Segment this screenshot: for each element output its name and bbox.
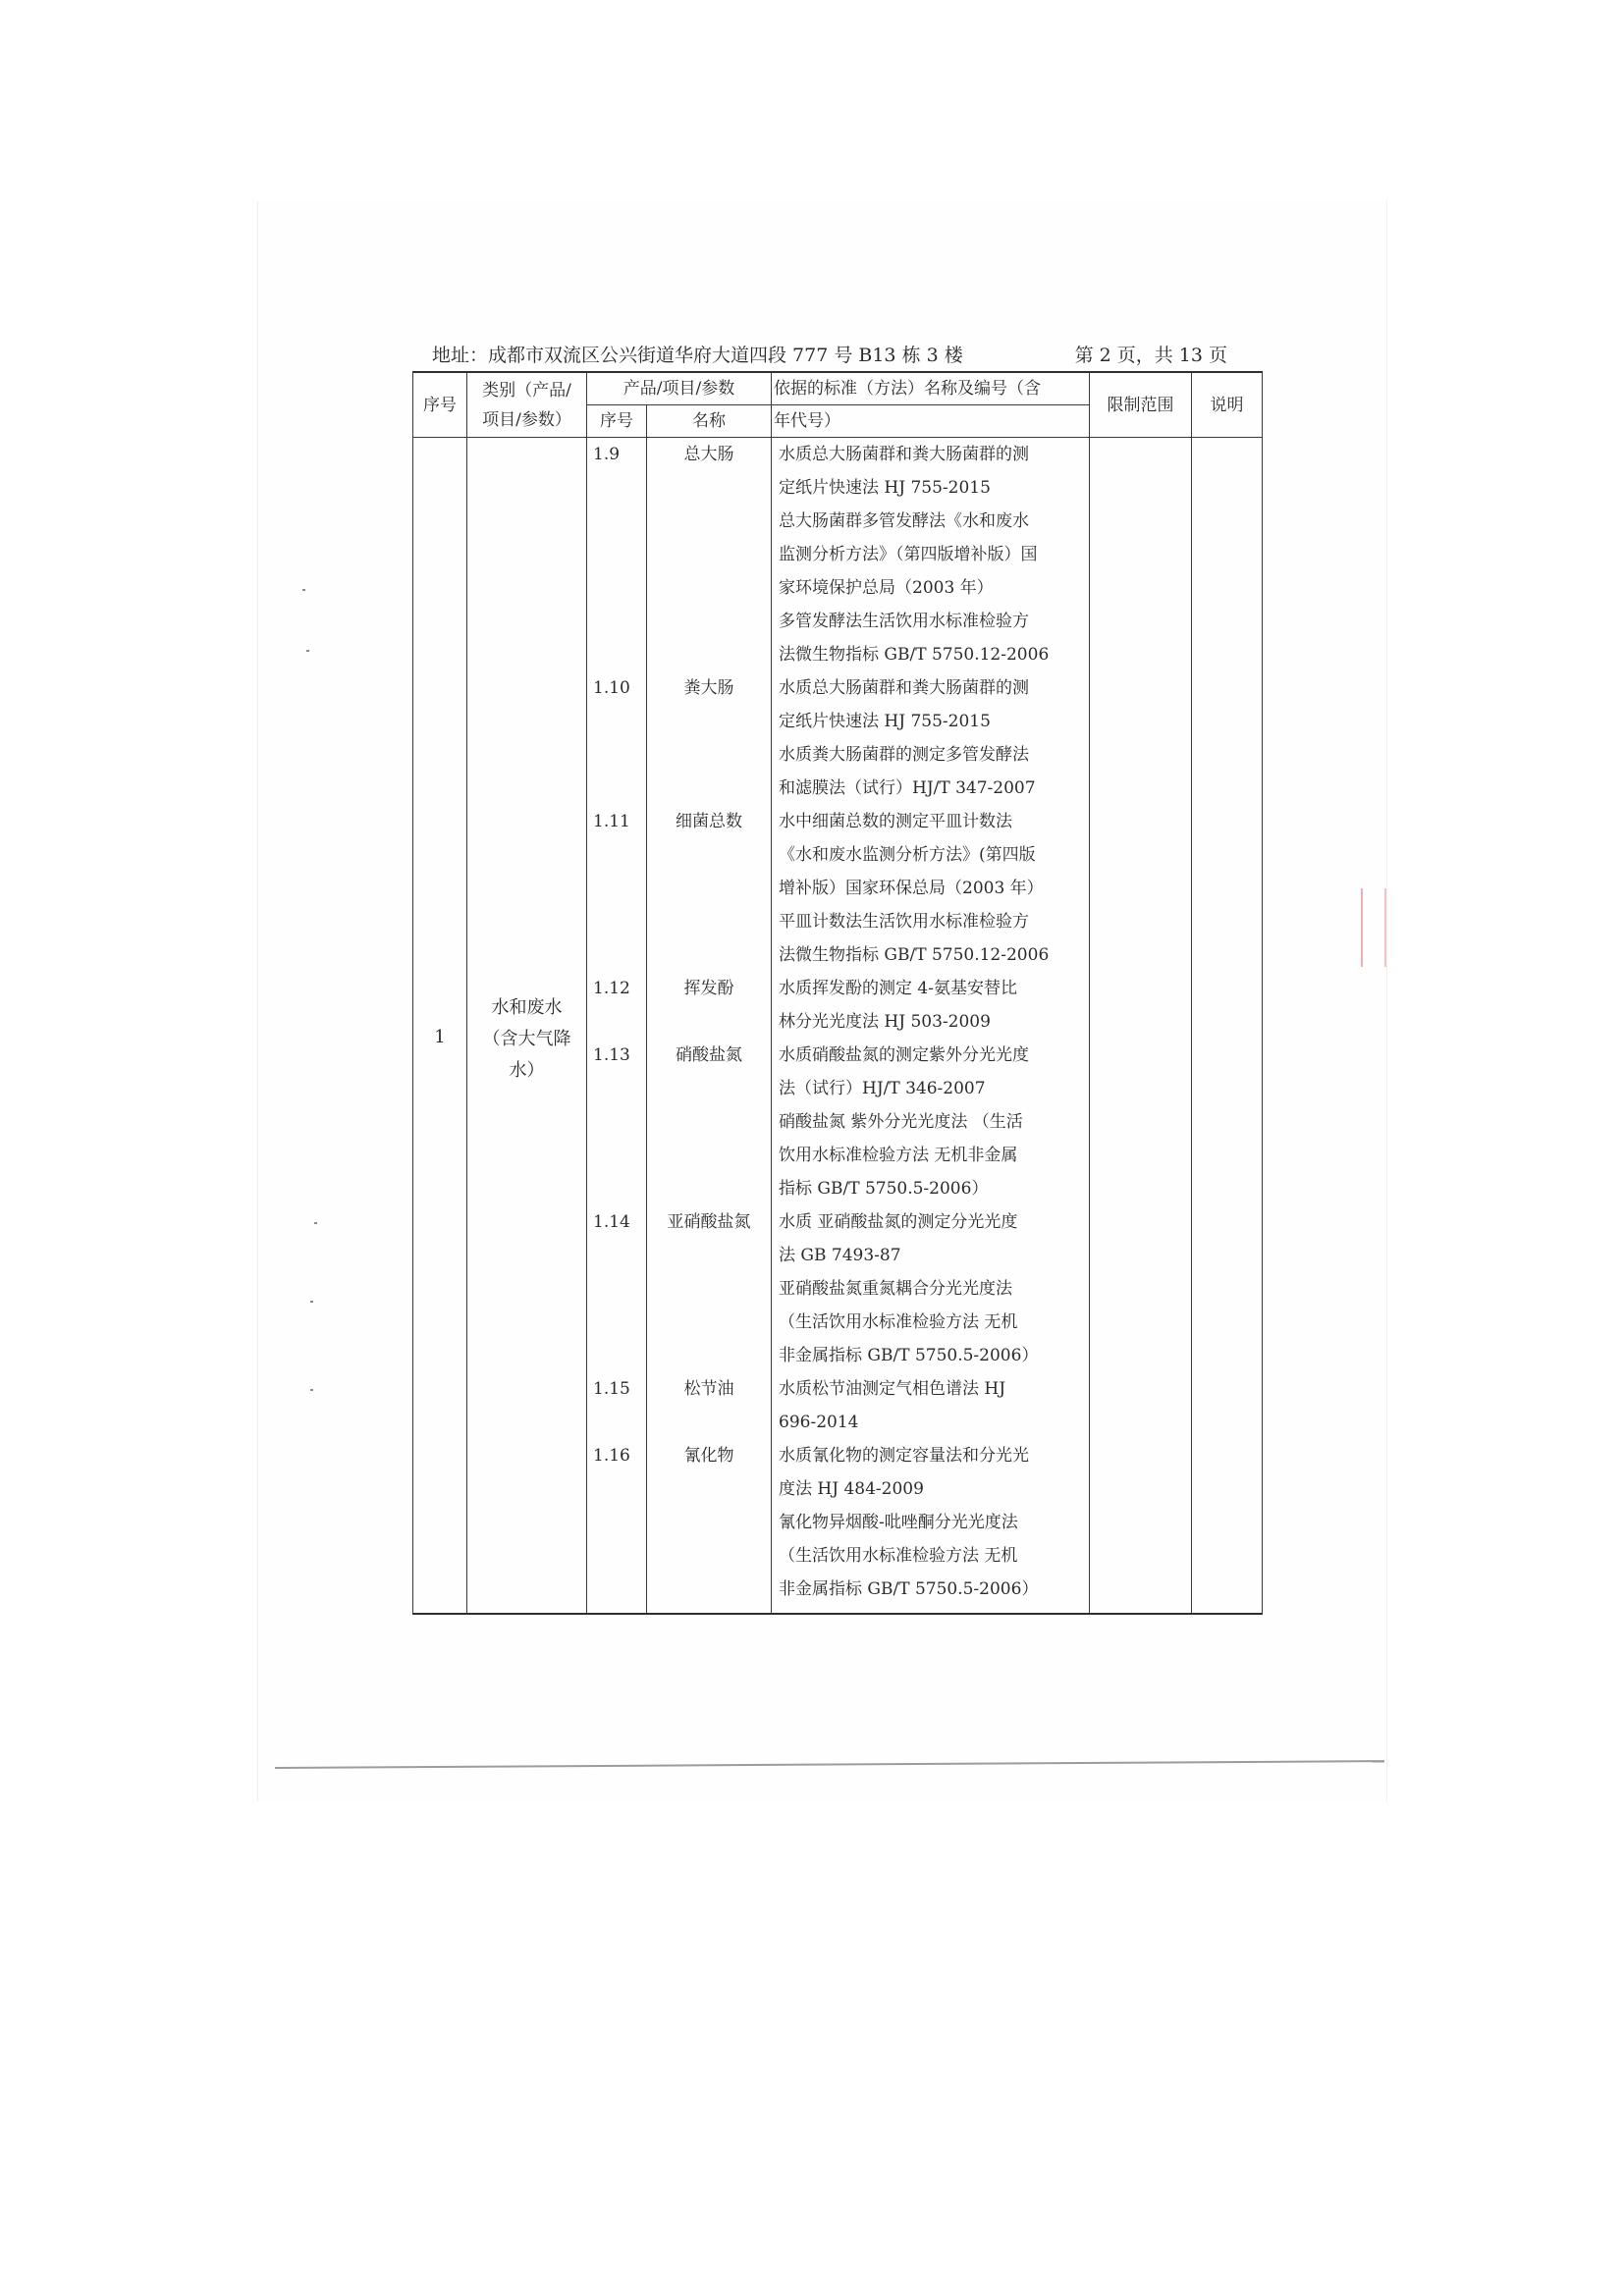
item-number: 1.12 xyxy=(593,979,630,998)
standard-line: 法 GB 7493-87 xyxy=(779,1246,901,1265)
standard-line: 定纸片快速法 HJ 755-2015 xyxy=(779,712,991,731)
standard-line: 度法 HJ 484-2009 xyxy=(779,1479,924,1499)
table-header-row xyxy=(413,372,1263,405)
standard-line: 硝酸盐氮 紫外分光光度法 （生活 xyxy=(779,1112,1023,1132)
standard-line: 家环境保护总局（2003 年） xyxy=(779,578,994,598)
standard-line: 指标 GB/T 5750.5-2006） xyxy=(779,1179,989,1199)
standard-line: 水质粪大肠菌群的测定多管发酵法 xyxy=(779,745,1029,765)
col-header-sub-seq: 序号 xyxy=(587,405,647,438)
standard-line: 定纸片快速法 HJ 755-2015 xyxy=(779,478,991,498)
item-number: 1.10 xyxy=(593,678,630,698)
standard-line: 水质总大肠菌群和粪大肠菌群的测 xyxy=(779,445,1029,464)
item-name: 总大肠 xyxy=(683,445,734,464)
cell-standards xyxy=(772,438,1090,1615)
scan-speck xyxy=(306,650,309,652)
standard-line: 法微生物指标 GB/T 5750.12-2006 xyxy=(779,945,1050,965)
standard-line: 监测分析方法》（第四版增补版）国 xyxy=(779,545,1038,564)
item-number: 1.16 xyxy=(593,1446,630,1466)
col-header-note: 说明 xyxy=(1192,372,1263,438)
standard-line: 多管发酵法生活饮用水标准检验方 xyxy=(779,612,1029,631)
col-header-name: 名称 xyxy=(647,405,772,438)
cell-item-names xyxy=(647,438,772,1615)
standard-line: 水中细菌总数的测定平皿计数法 xyxy=(779,812,1012,831)
item-number: 1.15 xyxy=(593,1379,630,1399)
scan-speck xyxy=(310,1301,313,1303)
item-name: 亚硝酸盐氮 xyxy=(667,1212,751,1232)
category-line: 水） xyxy=(509,1060,545,1081)
col-header-category xyxy=(467,372,587,438)
standard-line: 林分光光度法 HJ 503-2009 xyxy=(779,1012,991,1032)
standard-line: （生活饮用水标准检验方法 无机 xyxy=(779,1546,1018,1566)
seal-stamp-edge xyxy=(1361,888,1386,967)
standard-line: 总大肠菌群多管发酵法《水和废水 xyxy=(779,511,1029,531)
cell-category xyxy=(467,438,587,1615)
item-name: 松节油 xyxy=(683,1379,734,1399)
standard-line: 亚硝酸盐氮重氮耦合分光光度法 xyxy=(779,1279,1012,1299)
item-name: 挥发酚 xyxy=(683,979,734,998)
standard-line: 非金属指标 GB/T 5750.5-2006） xyxy=(779,1346,1039,1365)
item-name: 细菌总数 xyxy=(676,812,742,831)
standard-line: 水质硝酸盐氮的测定紫外分光光度 xyxy=(779,1045,1029,1065)
standard-line: 水质松节油测定气相色谱法 HJ xyxy=(779,1379,1006,1399)
row-category xyxy=(467,992,586,1087)
table-row xyxy=(413,438,1263,1615)
standard-line: 饮用水标准检验方法 无机非金属 xyxy=(779,1146,1018,1165)
item-number: 1.13 xyxy=(593,1045,630,1065)
col-header-seq: 序号 xyxy=(413,372,467,438)
standard-line: 和滤膜法（试行）HJ/T 347-2007 xyxy=(779,778,1036,798)
cell-note xyxy=(1192,438,1263,1615)
standard-line: 水质氰化物的测定容量法和分光光 xyxy=(779,1446,1029,1466)
standard-line: 增补版）国家环保总局（2003 年） xyxy=(779,879,1044,898)
scan-speck xyxy=(310,1389,313,1391)
scan-speck xyxy=(302,589,305,591)
scan-speck xyxy=(314,1222,317,1224)
standard-line: 氰化物异烟酸-吡唑酮分光光度法 xyxy=(779,1513,1018,1532)
page-number: 第 2 页，共 13 页 xyxy=(1074,345,1227,366)
cell-seq xyxy=(413,438,467,1615)
category-line: （含大气降 xyxy=(482,1029,571,1049)
standard-line: 水质挥发酚的测定 4-氨基安替比 xyxy=(779,979,1017,998)
col-header-standard: 依据的标准（方法）名称及编号（含 xyxy=(772,372,1090,405)
standard-line: 水质 亚硝酸盐氮的测定分光光度 xyxy=(779,1212,1018,1232)
col-header-limit: 限制范围 xyxy=(1090,372,1192,438)
category-line: 水和废水 xyxy=(491,997,563,1018)
page-header xyxy=(432,341,1227,368)
standard-line: 非金属指标 GB/T 5750.5-2006） xyxy=(779,1579,1039,1599)
col-header-product-group: 产品/项目/参数 xyxy=(587,372,772,405)
scan-edge-left xyxy=(257,201,258,1801)
col-header-category-line: 类别（产品/ xyxy=(482,380,571,400)
row-seq: 1 xyxy=(434,1027,446,1047)
item-name: 粪大肠 xyxy=(683,678,734,698)
standard-line: 水质总大肠菌群和粪大肠菌群的测 xyxy=(779,678,1029,698)
col-header-category-line: 项目/参数） xyxy=(482,409,571,430)
item-name: 硝酸盐氮 xyxy=(676,1045,742,1065)
standard-line: 法微生物指标 GB/T 5750.12-2006 xyxy=(779,645,1050,665)
standard-line: 平皿计数法生活饮用水标准检验方 xyxy=(779,912,1029,932)
standard-line: 696-2014 xyxy=(779,1413,859,1432)
address-text: 地址：成都市双流区公兴街道华府大道四段 777 号 B13 栋 3 楼 xyxy=(432,345,963,366)
standard-line: 法（试行）HJ/T 346-2007 xyxy=(779,1079,986,1098)
standard-line: 《水和废水监测分析方法》(第四版 xyxy=(779,845,1036,865)
cell-limit xyxy=(1090,438,1192,1615)
item-number: 1.14 xyxy=(593,1212,630,1232)
scope-table xyxy=(412,371,1263,1615)
item-number: 1.9 xyxy=(593,445,621,464)
item-number: 1.11 xyxy=(593,812,630,831)
cell-item-numbers xyxy=(587,438,647,1615)
standard-line: （生活饮用水标准检验方法 无机 xyxy=(779,1312,1018,1332)
item-name: 氰化物 xyxy=(683,1446,734,1466)
scan-edge-right xyxy=(1386,201,1387,1801)
col-header-standard-cont: 年代号） xyxy=(772,405,1090,438)
